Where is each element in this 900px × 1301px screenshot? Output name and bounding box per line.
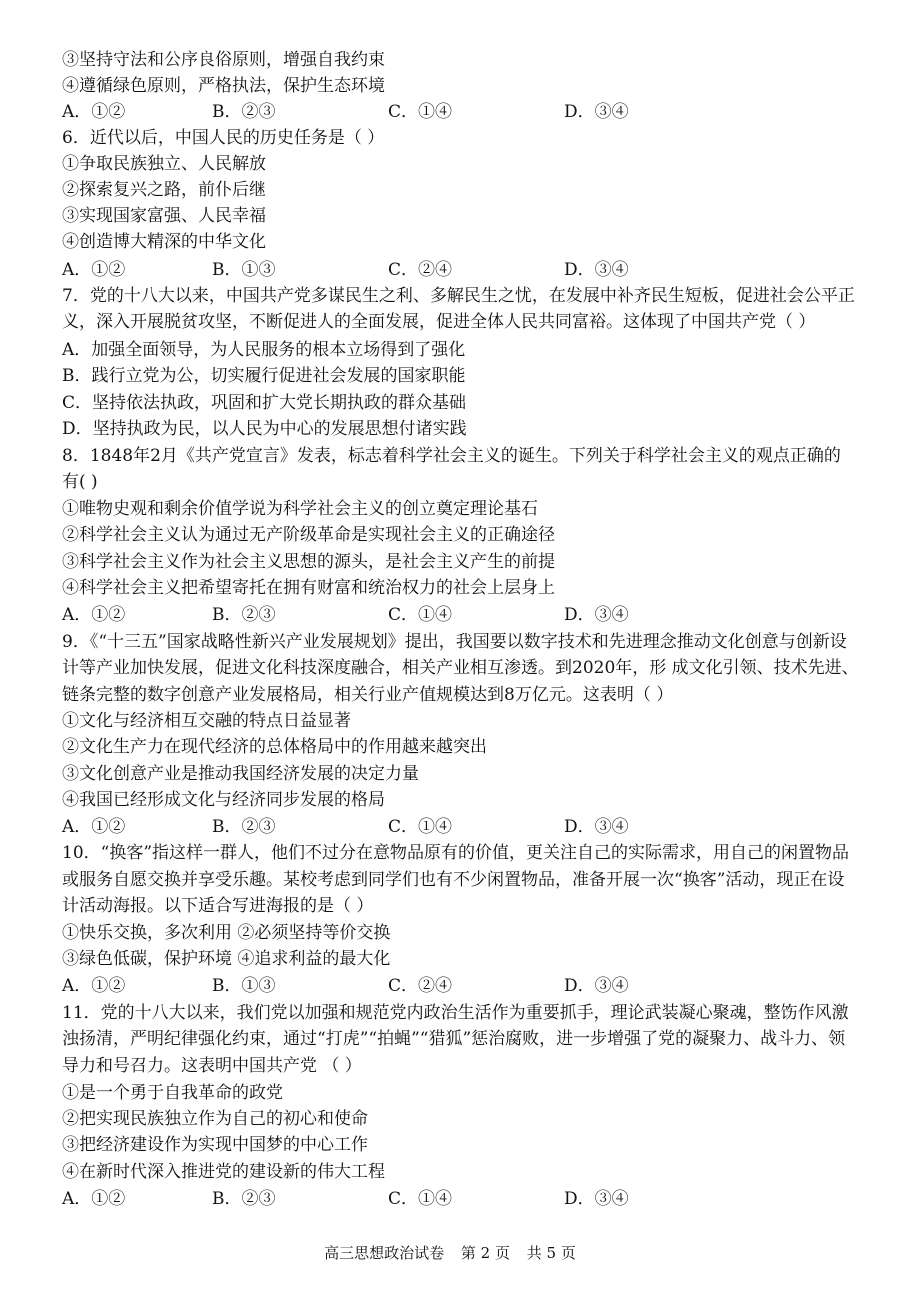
text-line: 7．党的十八大以来，中国共产党多谋民生之利、多解民生之忧，在发展中补齐民生短板，促进社会公平正: [62, 286, 855, 306]
text-line: C．坚持依法执政，巩固和扩大党长期执政的群众基础: [62, 393, 467, 413]
answer-options-row: [62, 815, 762, 839]
text-line: ③坚持守法和公序良俗原则，增强自我约束: [62, 50, 385, 70]
text-line: ③绿色低碳，保护环境 ④追求利益的最大化: [62, 949, 391, 969]
answer-option-b: B．②③: [212, 102, 276, 122]
answer-option-c: C．①④: [388, 605, 453, 625]
text-line: ①快乐交换，多次利用 ②必须坚持等价交换: [62, 923, 391, 943]
answer-option-c: C．①④: [388, 1189, 453, 1209]
answer-option-b: B．②③: [212, 817, 276, 837]
text-line: ③实现国家富强、人民幸福: [62, 206, 266, 226]
text-line: 链条完整的数字创意产业发展格局，相关行业产值规模达到8万亿元。这表明（ ）: [62, 685, 674, 705]
text-line: ③科学社会主义作为社会主义思想的源头，是社会主义产生的前提: [62, 552, 555, 572]
answer-options-row: [62, 974, 762, 998]
answer-option-b: B．①③: [212, 976, 276, 996]
answer-option-d: D．③④: [564, 976, 629, 996]
footer-total-pages: 共 5 页: [526, 1244, 576, 1262]
answer-option-a: A．①②: [62, 817, 126, 837]
text-line: 或服务自愿交换并享受乐趣。某校考虑到同学们也有不少闲置物品，准备开展一次“换客”活动，现正在设: [62, 870, 845, 890]
answer-option-c: C．①④: [388, 817, 453, 837]
text-line: 11．党的十八大以来，我们党以加强和规范党内政治生活作为重要抓手，理论武装凝心聚魂，整饬作风激: [62, 1003, 849, 1023]
text-line: ②文化生产力在现代经济的总体格局中的作用越来越突出: [62, 737, 487, 757]
text-line: ①是一个勇于自我革命的政党: [62, 1083, 283, 1103]
text-line: 10．“换客”指这样一群人，他们不过分在意物品原有的价值，更关注自己的实际需求，用自己的闲置物品: [62, 843, 850, 863]
text-line: ①争取民族独立、人民解放: [62, 154, 266, 174]
answer-option-d: D．③④: [564, 817, 629, 837]
text-line: ②探索复兴之路，前仆后继: [62, 180, 266, 200]
text-line: 浊扬清，严明纪律强化约束，通过“打虎”“拍蝇”“猎狐”惩治腐败，进一步增强了党的凝聚力、战斗力、领: [62, 1029, 846, 1049]
text-line: 有( ): [62, 472, 98, 492]
text-line: 义，深入开展脱贫攻坚，不断促进人的全面发展，促进全体人民共同富裕。这体现了中国共产党（ ）: [62, 312, 816, 332]
answer-options-row: [62, 100, 762, 124]
answer-option-d: D．③④: [564, 260, 629, 280]
answer-options-row: [62, 1187, 762, 1211]
answer-option-a: A．①②: [62, 1189, 126, 1209]
answer-option-b: B．①③: [212, 260, 276, 280]
answer-options-row: [62, 258, 762, 282]
answer-option-c: C．②④: [388, 260, 453, 280]
text-line: ④在新时代深入推进党的建设新的伟大工程: [62, 1162, 385, 1182]
text-line: ③把经济建设作为实现中国梦的中心工作: [62, 1135, 368, 1155]
footer-title: 高三思想政治试卷: [324, 1244, 445, 1262]
answer-option-a: A．①②: [62, 260, 126, 280]
text-line: ④我国已经形成文化与经济同步发展的格局: [62, 790, 385, 810]
text-line: 计等产业加快发展，促进文化科技深度融合，相关产业相互渗透。到2020年，形 成文化引领、技术先进、: [62, 658, 859, 678]
answer-option-b: B．②③: [212, 1189, 276, 1209]
text-line: ②科学社会主义认为通过无产阶级革命是实现社会主义的正确途径: [62, 525, 555, 545]
answer-option-a: A．①②: [62, 976, 126, 996]
answer-option-d: D．③④: [564, 102, 629, 122]
footer-page-number: 第 2 页: [460, 1244, 510, 1262]
text-line: 导力和号召力。这表明中国共产党 （ ）: [62, 1056, 362, 1076]
answer-option-c: C．①④: [388, 102, 453, 122]
text-line: ④创造博大精深的中华文化: [62, 232, 266, 252]
text-line: 计活动海报。以下适合写进海报的是（ ）: [62, 896, 374, 916]
text-line: ①文化与经济相互交融的特点日益显著: [62, 711, 351, 731]
text-line: ④遵循绿色原则，严格执法，保护生态环境: [62, 76, 385, 96]
page-footer: [0, 1243, 900, 1263]
text-line: 6．近代以后，中国人民的历史任务是（ ）: [62, 128, 385, 148]
text-line: A．加强全面领导，为人民服务的根本立场得到了强化: [62, 340, 466, 360]
text-line: 8．1848年2月《共产党宣言》发表，标志着科学社会主义的诞生。下列关于科学社会主义的观点正确的: [62, 446, 841, 466]
text-line: ②把实现民族独立作为自己的初心和使命: [62, 1109, 368, 1129]
answer-options-row: [62, 603, 762, 627]
text-line: 9．《“十三五”国家战略性新兴产业发展规划》提出，我国要以数字技术和先进理念推动文化创意与创新设: [62, 632, 847, 652]
text-line: D．坚持执政为民，以人民为中心的发展思想付诸实践: [62, 419, 467, 439]
answer-option-a: A．①②: [62, 605, 126, 625]
answer-option-d: D．③④: [564, 1189, 629, 1209]
answer-option-a: A．①②: [62, 102, 126, 122]
text-line: ④科学社会主义把希望寄托在拥有财富和统治权力的社会上层身上: [62, 578, 555, 598]
answer-option-b: B．②③: [212, 605, 276, 625]
text-line: ①唯物史观和剩余价值学说为科学社会主义的创立奠定理论基石: [62, 499, 538, 519]
text-line: B．践行立党为公，切实履行促进社会发展的国家职能: [62, 366, 466, 386]
text-line: ③文化创意产业是推动我国经济发展的决定力量: [62, 764, 419, 784]
answer-option-d: D．③④: [564, 605, 629, 625]
answer-option-c: C．②④: [388, 976, 453, 996]
